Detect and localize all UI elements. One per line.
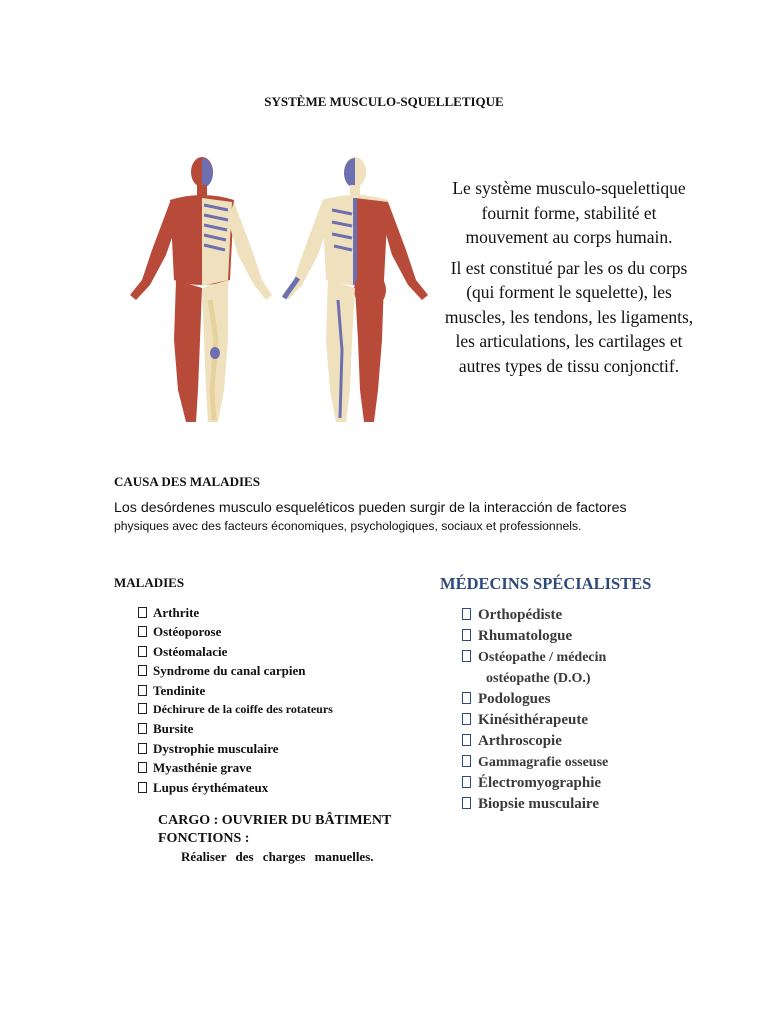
checkbox-bullet-icon [462, 650, 471, 662]
causa-heading: CAUSA DES MALADIES [114, 474, 260, 489]
list-item [462, 794, 608, 815]
checkbox-bullet-icon [462, 629, 471, 641]
list-item [138, 719, 333, 738]
maladies-heading: MALADIES [114, 575, 185, 590]
list-item [138, 622, 333, 641]
checkbox-bullet-icon [462, 692, 471, 704]
list-item [462, 773, 608, 794]
checkbox-bullet-icon [462, 734, 471, 746]
checkbox-bullet-icon [138, 626, 147, 637]
checkbox-bullet-icon [462, 755, 471, 767]
list-item [138, 642, 333, 661]
back-figure [282, 157, 428, 422]
intro-paragraph-2: Il est constitué par les os du corps (qui forment le squelette), les muscles, les tendons, les ligaments, les articulations, les cartilages et autres types de tissu conjonctif. [444, 257, 694, 376]
maladie-label: Ostéoporose [153, 624, 222, 640]
maladie-label: Bursite [153, 721, 194, 737]
medecins-list [462, 605, 608, 815]
maladie-label: Syndrome du canal carpien [153, 663, 306, 679]
list-item [138, 739, 333, 758]
medecin-label: Arthroscopie [478, 733, 562, 749]
checkbox-bullet-icon [138, 703, 147, 714]
medecin-label: Ostéopathe / médecin [478, 650, 607, 665]
checkbox-bullet-icon [138, 665, 147, 676]
intro-text [440, 176, 698, 384]
maladie-label: Myasthénie grave [153, 760, 252, 776]
checkbox-bullet-icon [462, 797, 471, 809]
front-figure [130, 157, 272, 422]
checkbox-bullet-icon [138, 723, 147, 734]
causa-text-line-1: Los desórdenes musculo esqueléticos pueden surgir de la interacción de factores [114, 500, 627, 516]
checkbox-bullet-icon [138, 646, 147, 657]
fonctions-heading: FONCTIONS : [158, 831, 250, 846]
list-item [138, 778, 333, 797]
maladie-label: Ostéomalacie [153, 643, 228, 659]
maladie-label: Dystrophie musculaire [153, 740, 279, 756]
checkbox-bullet-icon [462, 713, 471, 725]
maladie-label: Lupus érythémateux [153, 779, 269, 795]
list-item [138, 758, 333, 777]
list-item [138, 700, 333, 719]
causa-text-line-2: physiques avec des facteurs économiques, psychologiques, sociaux et professionnels. [114, 519, 582, 533]
cargo-line: CARGO : OUVRIER DU BÂTIMENT [158, 813, 392, 828]
list-item [462, 731, 608, 752]
list-item [138, 661, 333, 680]
medecin-label: Électromyographie [478, 775, 602, 791]
list-item [462, 689, 608, 710]
list-item [462, 647, 608, 689]
medecin-label-continued: ostéopathe (D.O.) [486, 671, 591, 686]
checkbox-bullet-icon [138, 762, 147, 773]
maladies-list [138, 603, 333, 797]
medecin-label: Kinésithérapeute [478, 712, 588, 728]
list-item [138, 603, 333, 622]
checkbox-bullet-icon [138, 782, 147, 793]
checkbox-bullet-icon [462, 608, 471, 620]
anatomy-illustration [112, 150, 440, 435]
list-item [462, 710, 608, 731]
maladie-label: Déchirure de la coiffe des rotateurs [153, 701, 333, 716]
checkbox-bullet-icon [138, 685, 147, 696]
list-item [462, 752, 608, 773]
maladie-label: Tendinite [153, 682, 206, 698]
fonction-task: Réaliser des charges manuelles. [181, 849, 374, 864]
checkbox-bullet-icon [138, 607, 147, 618]
medecins-heading: MÉDECINS SPÉCIALISTES [440, 574, 652, 593]
list-item [138, 681, 333, 700]
checkbox-bullet-icon [462, 776, 471, 788]
medecin-label: Gammagrafie osseuse [478, 755, 609, 770]
medecin-label: Rhumatologue [478, 628, 573, 644]
medecin-label: Podologues [478, 691, 551, 707]
list-item [462, 605, 608, 626]
page-title: SYSTÈME MUSCULO-SQUELLETIQUE [264, 94, 504, 109]
medecin-label: Biopsie musculaire [478, 796, 599, 812]
medecin-label: Orthopédiste [478, 607, 563, 623]
intro-paragraph-1: Le système musculo-squelettique fournit forme, stabilité et mouvement au corps humain. [452, 178, 686, 247]
maladie-label: Arthrite [153, 605, 200, 620]
checkbox-bullet-icon [138, 743, 147, 754]
list-item [462, 626, 608, 647]
